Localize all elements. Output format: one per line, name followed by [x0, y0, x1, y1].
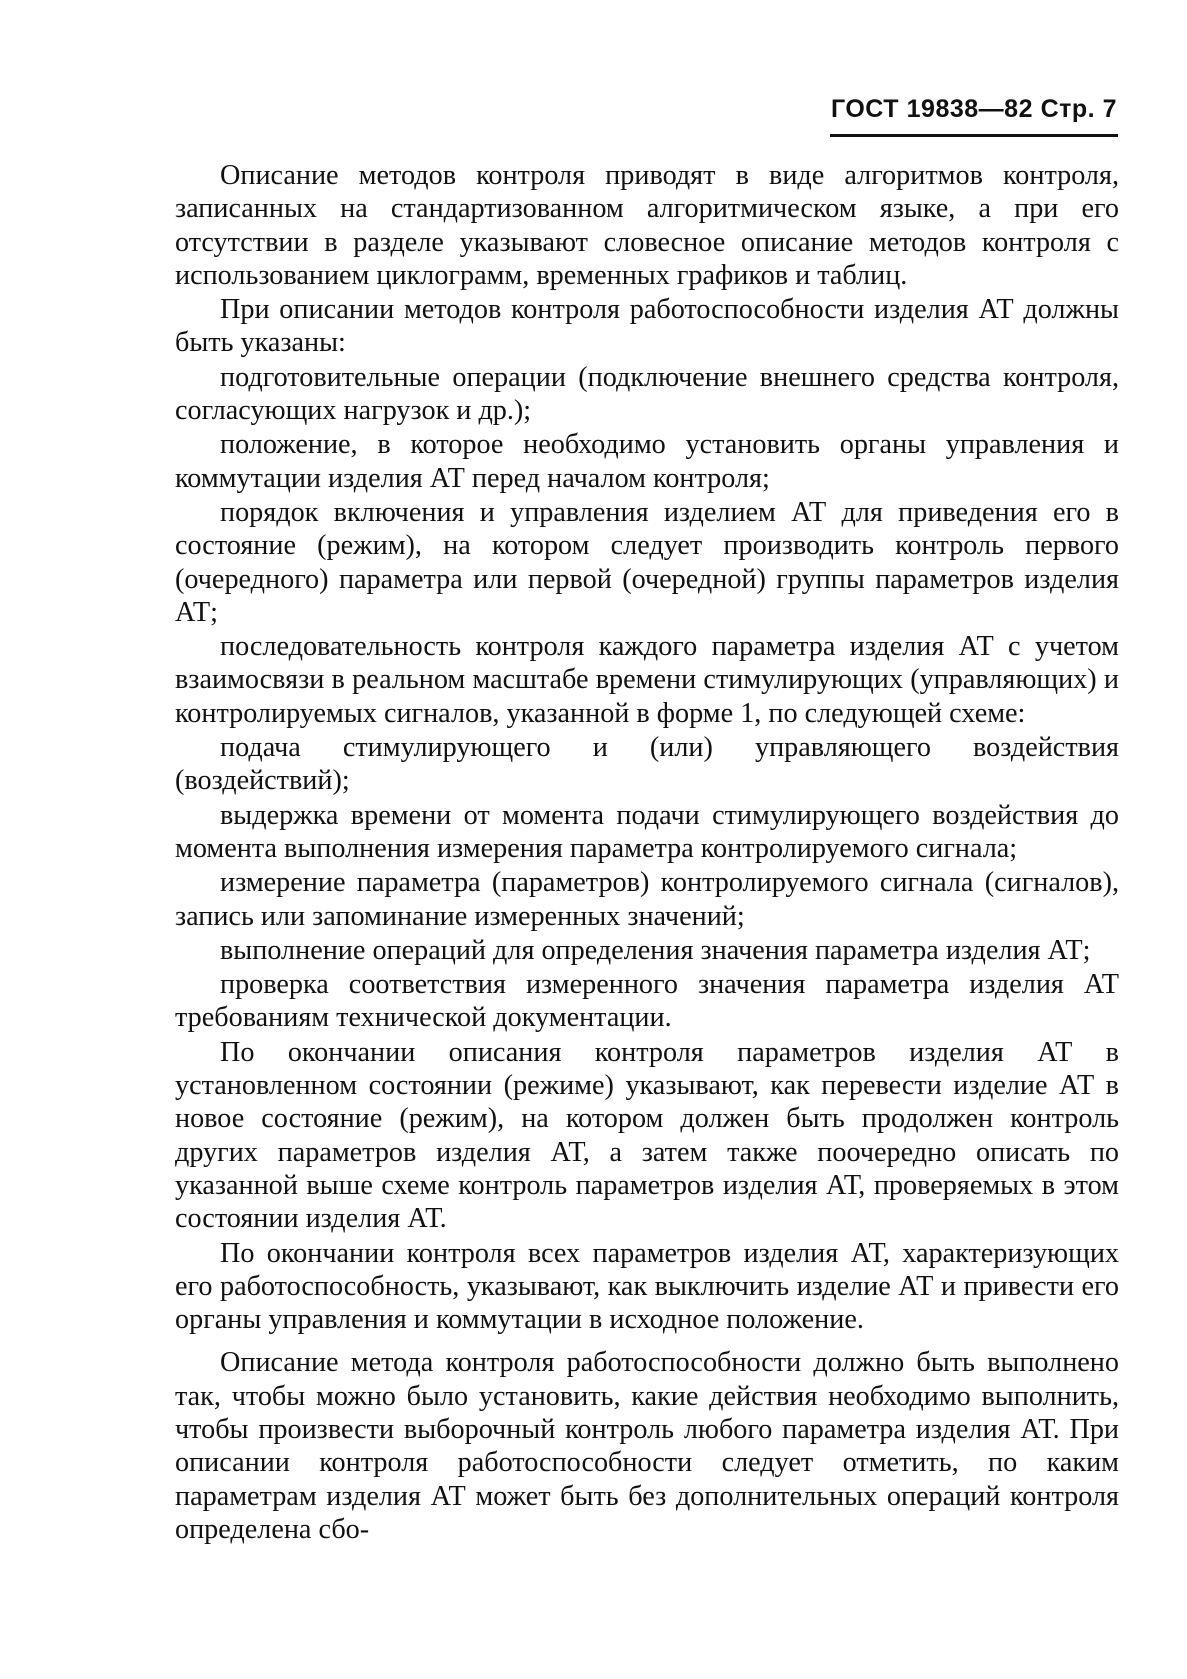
header-page: Стр. 7 — [1040, 95, 1117, 123]
paragraph: подготовительные операции (подключение внешнего средства контроля, согласующих нагрузок и др.); — [175, 361, 1119, 427]
page-header — [831, 95, 1117, 124]
header-rule — [830, 134, 1118, 137]
paragraph: По окончании описания контроля параметров изделия АТ в установленном состоянии (режиме) указывают, как перевести изделие АТ в новое состояние (режим), на котором должен быть продолжен контроль других параметров изделия АТ, а затем также поочередно описать по указанной выше схеме контроль параметров изделия АТ, проверяемых в этом состоянии изделия АТ. — [175, 1036, 1119, 1235]
paragraph: порядок включения и управления изделием АТ для приведения его в состояние (режим), на котором следует производить контроль первого (очередного) параметра или первой (очередной) группы параметров изделия АТ; — [175, 496, 1119, 628]
header-standard: ГОСТ — [831, 95, 899, 123]
paragraph: положение, в которое необходимо установить органы управления и коммутации изделия АТ перед началом контроля; — [175, 429, 1119, 494]
paragraph: подача стимулирующего и (или) управляющего воздействия (воздействий); — [175, 732, 1119, 797]
paragraph: последовательность контроля каждого параметра изделия АТ с учетом взаимосвязи в реальном масштабе времени стимулирующих (управляющих) и контролируемых сигналов, указанной в форме 1, по следующей схеме: — [175, 631, 1119, 729]
paragraph: По окончании контроля всех параметров изделия АТ, характеризующих его работоспособность, указывают, как выключить изделие АТ и привести его органы управления и коммутации в исходное положение. — [175, 1237, 1119, 1336]
paragraph: измерение параметра (параметров) контролируемого сигнала (сигналов), запись или запоминание измеренных значений; — [175, 867, 1119, 932]
paragraph: Описание методов контроля приводят в виде алгоритмов контроля, записанных на стандартизованном алгоритмическом языке, а при его отсутствии в разделе указывают словесное описание методов контроля с использованием циклограмм, временных графиков и таблиц. — [175, 160, 1119, 291]
paragraph: выполнение операций для определения значения параметра изделия АТ; — [220, 934, 1091, 966]
paragraph: При описании методов контроля работоспособности изделия АТ должны быть указаны: — [175, 294, 1119, 359]
header-number: 19838—82 — [906, 95, 1033, 123]
text-body — [175, 159, 1119, 1547]
paragraph: проверка соответствия измеренного значения параметра изделия АТ требованиям технической документации. — [175, 969, 1119, 1034]
paragraph: выдержка времени от момента подачи стимулирующего воздействия до момента выполнения измерения параметра контролируемого сигнала; — [175, 799, 1119, 864]
paragraph: Описание метода контроля работоспособности должно быть выполнено так, чтобы можно было установить, какие действия необходимо выполнить, чтобы произвести выборочный контроль любого параметра изделия АТ. При описании контроля работоспособности следует отметить, по каким параметрам изделия АТ может быть без дополнительных операций контроля определена сбо- — [175, 1347, 1119, 1545]
